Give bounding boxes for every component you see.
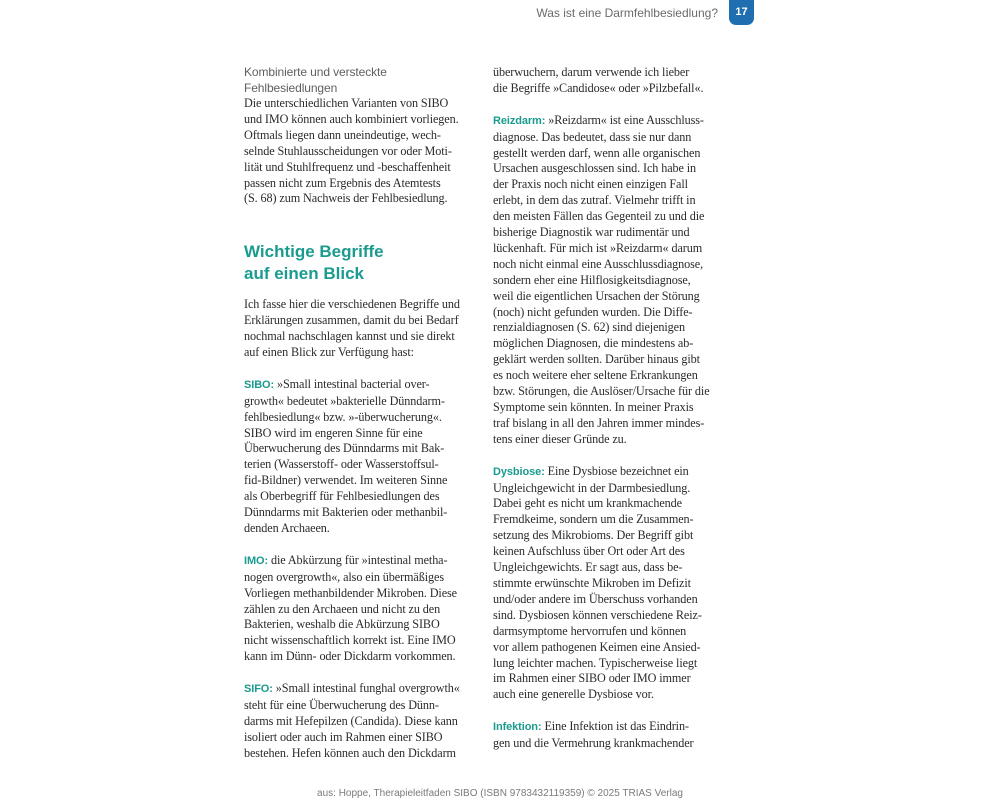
left-column [244, 65, 472, 762]
text-line: darms mit Hefepilzen (Candida). Diese kann [244, 713, 458, 728]
text-line: SIBO wird im engeren Sinne für eine [244, 425, 423, 440]
intro-paragraph [244, 96, 472, 207]
definition-text: die Abkürzung für »intestinal metha- [268, 552, 448, 567]
text-line: traf bislang in all den Jahren immer mindes- [493, 415, 705, 430]
text-line: tens einer dieser Gründe zu. [493, 431, 627, 446]
term-entry-dysbiose [493, 464, 721, 704]
text-line [244, 681, 472, 698]
text-line: Bakterien, weshalb die Abkürzung SIBO [244, 617, 440, 632]
text-line: Oftmals liegen dann uneindeutige, wech- [244, 127, 441, 142]
subheading-line: Kombinierte und versteckte [244, 65, 387, 79]
text-line: nogen overgrowth«, also ein übermäßiges [244, 569, 444, 584]
text-line: der Praxis noch nicht einen einzigen Fall [493, 177, 688, 192]
text-line: und/oder andere im Überschuss vorhanden [493, 591, 698, 606]
text-line: auch eine generelle Dysbiose vor. [493, 687, 654, 702]
text-line: nicht wissenschaftlich korrekt ist. Eine IMO [244, 633, 456, 648]
definition-text: »Small intestinal bacterial over- [274, 376, 430, 391]
text-line: growth« bedeutet »bakterielle Dünndarm- [244, 393, 445, 408]
running-title: Was ist eine Darmfehlbesiedlung? [536, 6, 718, 20]
text-line: gestellt werden darf, wenn alle organischen [493, 145, 701, 160]
text-line: geklärt werden sollten. Darüber hinaus gibt [493, 352, 700, 367]
definition-text: »Small intestinal funghal overgrowth« [272, 681, 460, 696]
text-line: Ich fasse hier die verschiedenen Begriffe und [244, 297, 460, 312]
text-line: erlebt, in dem das zutraf. Vielmehr trifft in [493, 193, 696, 208]
text-line: sondern eher eine Hilflosigkeitsdiagnose, [493, 272, 691, 287]
term-entry-sibo [244, 377, 472, 537]
section-heading-key-terms [244, 241, 472, 285]
term-entry-sifo [244, 681, 472, 762]
text-line: im Rahmen einer SIBO oder IMO immer [493, 671, 691, 686]
running-header [0, 0, 1000, 26]
term-label-sibo: SIBO: [244, 378, 275, 391]
text-line: selnde Stuhlausscheidungen vor oder Moti- [244, 143, 452, 158]
text-line: es noch weitere eher seltene Erkrankungen [493, 368, 698, 383]
text-line: Dünndarms mit Bakterien oder methanbil- [244, 505, 448, 520]
right-column [493, 65, 721, 752]
text-line: Ungleichgewicht in der Darmbesiedlung. [493, 480, 691, 495]
text-line [493, 719, 721, 736]
text-line: fehlbesiedlung« bzw. »-überwucherung«. [244, 409, 442, 424]
text-line: lung leichter machen. Typischerweise liegt [493, 655, 698, 670]
text-line: überwuchern, darum verwende ich lieber [493, 65, 690, 79]
text-line: (S. 68) zum Nachweis der Fehlbesiedlung. [244, 191, 448, 206]
definition-text: Eine Dysbiose bezeichnet ein [544, 463, 689, 478]
lead-paragraph [244, 297, 472, 361]
text-line: passen nicht zum Ergebnis des Atemtests [244, 175, 441, 190]
text-line: und IMO können auch kombiniert vorliegen. [244, 111, 459, 126]
text-line: vor allem pathogenen Keimen eine Ansied- [493, 639, 701, 654]
text-line: bestehen. Hefen können auch den Dickdarm [244, 745, 456, 760]
term-entry-imo [244, 553, 472, 665]
text-line: noch nicht einmal eine Ausschlussdiagnose, [493, 256, 704, 271]
text-line: Erklärungen zusammen, damit du bei Bedarf [244, 313, 459, 328]
text-line: möglichen Diagnosen, die mindestens ab- [493, 336, 694, 351]
text-line: terien (Wasserstoff- oder Wasserstoffsul- [244, 457, 439, 472]
text-line: bisherige Diagnostik war rudimentär und [493, 225, 690, 240]
term-label-infektion: Infektion: [493, 721, 542, 734]
definition-text: Eine Infektion ist das Eindrin- [541, 719, 689, 734]
text-line: fid-Bildner) verwendet. Im weiteren Sinne [244, 473, 448, 488]
term-entry-reizdarm [493, 113, 721, 448]
text-line: steht für eine Überwucherung des Dünn- [244, 697, 439, 712]
text-line: Vorliegen methanbildender Mikroben. Diese [244, 585, 457, 600]
text-line: setzung des Mikrobioms. Der Begriff gibt [493, 528, 694, 543]
text-line [244, 377, 472, 394]
continuation-paragraph [493, 65, 721, 97]
term-entry-infektion [493, 719, 721, 752]
text-line: denden Archaeen. [244, 521, 330, 536]
text-line: lität und Stuhlfrequenz und -beschaffenheit [244, 159, 451, 174]
definition-text: »Reizdarm« ist eine Ausschluss- [545, 112, 704, 127]
text-line: Ungleichgewichts. Er sagt aus, dass be- [493, 560, 683, 575]
text-line: weil die eigentlichen Ursachen der Störung [493, 288, 700, 303]
text-line: nochmal nachschlagen kannst und sie direkt [244, 329, 455, 344]
subheading-line: Fehlbesiedlungen [244, 80, 338, 95]
text-line: keinen Aufschluss über Ort oder Art des [493, 544, 685, 559]
text-line: kann im Dünn- oder Dickdarm vorkommen. [244, 649, 456, 664]
page-number-badge: 17 [729, 0, 754, 25]
text-line: sind. Dysbiosen können verschiedene Reiz- [493, 607, 702, 622]
copyright-footer: aus: Hoppe, Therapieleitfaden SIBO (ISBN 9783432119359) © 2025 TRIAS Verlag [317, 788, 683, 799]
term-label-reizdarm: Reizdarm: [493, 114, 546, 127]
heading-line: Wichtige Begriffe [244, 242, 384, 262]
text-line: die Begriffe »Candidose« oder »Pilzbefall«. [493, 80, 704, 95]
text-line: den meisten Fällen das Gegenteil zu und die [493, 209, 705, 224]
text-line: bzw. Störungen, die Auslöser/Ursache für die [493, 384, 710, 399]
term-label-sifo: SIFO: [244, 683, 273, 696]
text-line: (noch) nicht gefunden wurden. Die Diffe- [493, 304, 693, 319]
text-line: gen und die Vermehrung krankmachender [493, 736, 694, 751]
term-label-dysbiose: Dysbiose: [493, 465, 545, 478]
text-line [493, 464, 721, 481]
text-line: isoliert oder auch im Rahmen einer SIBO [244, 729, 443, 744]
text-line: als Oberbegriff für Fehlbesiedlungen des [244, 489, 440, 504]
text-line: Ursachen ausgeschlossen sind. Ich habe in [493, 161, 697, 176]
text-line: Fremdkeime, sondern um die Zusammen- [493, 512, 694, 527]
heading-line: auf einen Blick [244, 264, 364, 284]
text-line: stimmte erwünschte Mikroben im Defizit [493, 575, 691, 590]
text-line: lückenhaft. Für mich ist »Reizdarm« darum [493, 240, 703, 255]
text-line [244, 553, 472, 570]
text-line: diagnose. Das bedeutet, dass sie nur dann [493, 129, 692, 144]
text-line: Dabei geht es nicht um krankmachende [493, 496, 682, 511]
text-line [493, 113, 721, 130]
subheading-combined-hidden [244, 65, 472, 96]
text-line: renzialdiagnosen (S. 62) sind diejenigen [493, 320, 685, 335]
text-line: Die unterschiedlichen Varianten von SIBO [244, 96, 449, 110]
text-line: zählen zu den Archaeen und nicht zu den [244, 601, 441, 616]
term-label-imo: IMO: [244, 554, 269, 567]
text-line: darmsymptome hervorrufen und können [493, 623, 687, 638]
text-line: auf einen Blick zur Verfügung hast: [244, 345, 414, 360]
text-line: Symptome sein könnten. In meiner Praxis [493, 400, 694, 415]
text-line: Überwucherung des Dünndarms mit Bak- [244, 441, 445, 456]
